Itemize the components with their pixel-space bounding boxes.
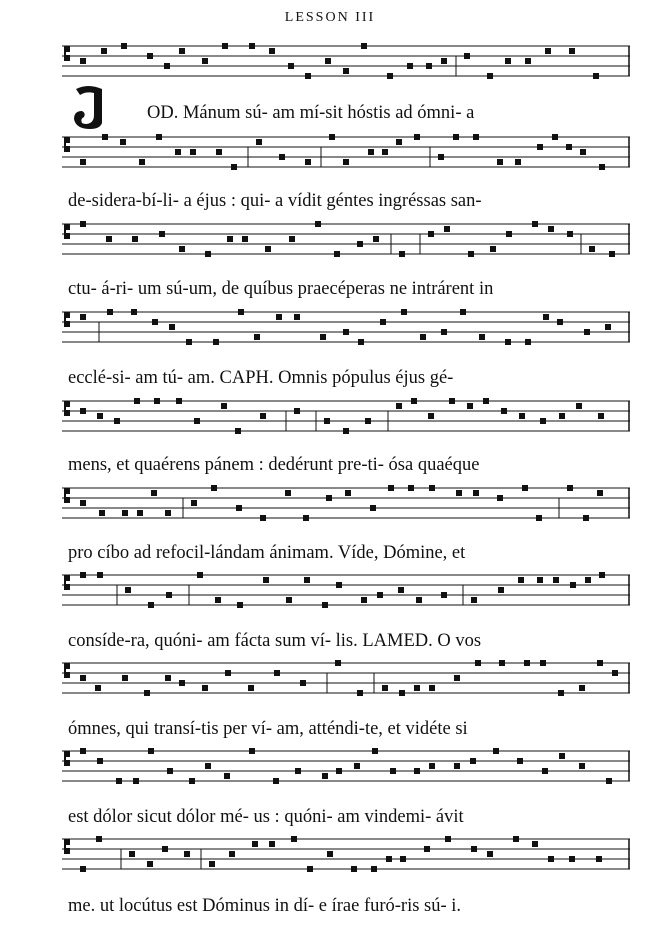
lyric-text: pro cíbo ad refocil-lándam ánimam. Víde, Dómine, et bbox=[68, 543, 466, 563]
music-staff bbox=[62, 308, 630, 348]
music-staff bbox=[62, 835, 630, 875]
music-staff bbox=[62, 484, 630, 524]
music-staff bbox=[62, 220, 630, 260]
lyric-text: ecclé-si- am tú- am. CAPH. Omnis pópulus éjus gé- bbox=[68, 368, 454, 388]
lyric-text: de-sidera-bí-li- a éjus : qui- a vídit géntes ingréssas san- bbox=[68, 191, 482, 211]
music-staff bbox=[62, 571, 630, 611]
music-staff bbox=[62, 133, 630, 173]
lyric-text: OD. Mánum sú- am mí-sit hóstis ad ómni- a bbox=[147, 103, 475, 123]
lyric-line bbox=[68, 278, 630, 300]
lyric-text: consíde-ra, quóni- am fácta sum ví- lis. LAMED. O vos bbox=[68, 631, 482, 651]
lyric-text: ómnes, qui transí-tis per ví- am, atténdi-te, et vidéte si bbox=[68, 719, 468, 739]
lyric-line bbox=[68, 806, 630, 828]
lyric-line bbox=[68, 367, 630, 389]
page-title: LESSON III bbox=[284, 10, 376, 25]
music-staff bbox=[62, 397, 630, 437]
lyric-text: est dólor sicut dólor mé- us : quóni- am vindemi- ávit bbox=[68, 807, 464, 827]
music-staff bbox=[62, 659, 630, 699]
lyric-text: mens, et quaérens pánem : dedérunt pre-ti- ósa quaéque bbox=[68, 455, 480, 475]
lyric-text: ctu- á-ri- um sú-um, de quíbus praecéperas ne intrárent in bbox=[68, 279, 494, 299]
lyric-line bbox=[68, 630, 630, 652]
lyric-line bbox=[68, 895, 630, 917]
lyric-line bbox=[68, 190, 630, 212]
lyric-line bbox=[68, 718, 630, 740]
music-staff bbox=[62, 747, 630, 787]
lyric-line bbox=[147, 102, 627, 124]
lyric-line bbox=[68, 454, 630, 476]
initial-letter-decoration bbox=[66, 83, 110, 131]
music-staff bbox=[62, 42, 630, 82]
lyric-line bbox=[68, 542, 630, 564]
lyric-text: me. ut locútus est Dóminus in dí- e írae furó-ris sú- i. bbox=[68, 896, 462, 916]
